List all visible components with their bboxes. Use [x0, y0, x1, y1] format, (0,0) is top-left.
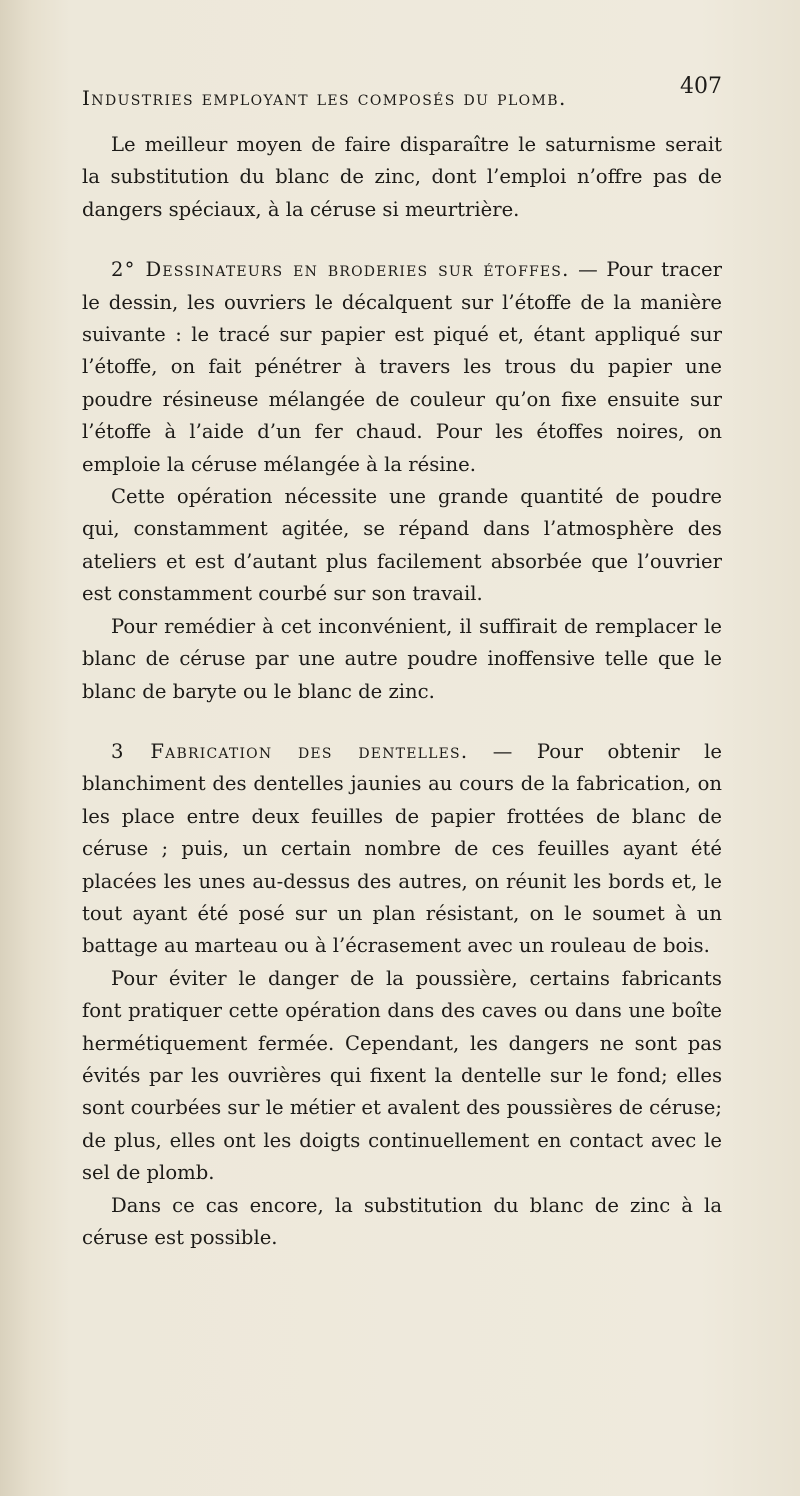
paragraph-text: Pour remédier à cet inconvénient, il suffirait de remplacer le blanc de céruse par une autre poudre inoffensive telle que le blanc de baryte ou le blanc de zinc.	[82, 614, 722, 703]
paragraph	[82, 481, 722, 611]
paragraph	[82, 611, 722, 708]
paragraph	[82, 963, 722, 1190]
paragraph-section-3	[82, 736, 722, 963]
page-number: 407	[680, 74, 722, 99]
paragraph-intro	[82, 129, 722, 226]
running-title: Industries employant les composés du plomb.	[82, 86, 567, 110]
page-header	[82, 74, 722, 114]
paragraph-text: Cette opération nécessite une grande quantité de poudre qui, constamment agitée, se répand dans l’atmosphère des ateliers et est d’autant plus facilement absorbée que l’ouvrier est constamment courbé sur son travail.	[82, 485, 722, 606]
section-heading: 3 Fabrication des dentelles.	[111, 739, 469, 763]
paragraph	[82, 1190, 722, 1255]
paragraph-text: Dans ce cas encore, la substitution du blanc de zinc à la céruse est possible.	[82, 1193, 722, 1249]
section-heading: 2° Dessinateurs en broderies sur étoffes.	[111, 258, 570, 282]
paragraph-text: Pour éviter le danger de la poussière, certains fabricants font pratiquer cette opération dans des caves ou dans une boîte hermétiquement fermée. Cependant, les dangers ne sont pas évités par les ouvrières qui fixent la dentelle sur le fond; elles sont courbées sur le métier et avalent des poussières de céruse; de plus, elles ont les doigts continuellement en contact avec le sel de plomb.	[82, 966, 722, 1185]
paragraph-text: — Pour tracer le dessin, les ouvriers le décalquent sur l’étoffe de la manière suivante : le tracé sur papier est piqué et, étant appliqué sur l’étoffe, on fait pénétrer à travers les trous du papier une poudre résineuse mélangée de couleur qu’on fixe ensuite sur l’étoffe à l’aide d’un fer chaud. Pour les étoffes noires, on emploie la céruse mélangée à la résine.	[82, 258, 723, 476]
body-text	[82, 129, 722, 1254]
paragraph-text: — Pour obtenir le blanchiment des dentelles jaunies au cours de la fabrication, on les place entre deux feuilles de papier frottées de blanc de céruse ; puis, un certain nombre de ces feuilles ayant été placées les unes au-dessus des autres, on réunit les bords et, le tout ayant été posé sur un plan résistant, on le soumet à un battage au marteau ou à l’écrasement avec un rouleau de bois.	[82, 739, 722, 958]
paragraph-section-2	[82, 254, 722, 481]
paragraph-text: Le meilleur moyen de faire disparaître le saturnisme serait la substitution du blanc de zinc, dont l’emploi n’offre pas de dangers spéciaux, à la céruse si meurtrière.	[82, 133, 722, 221]
